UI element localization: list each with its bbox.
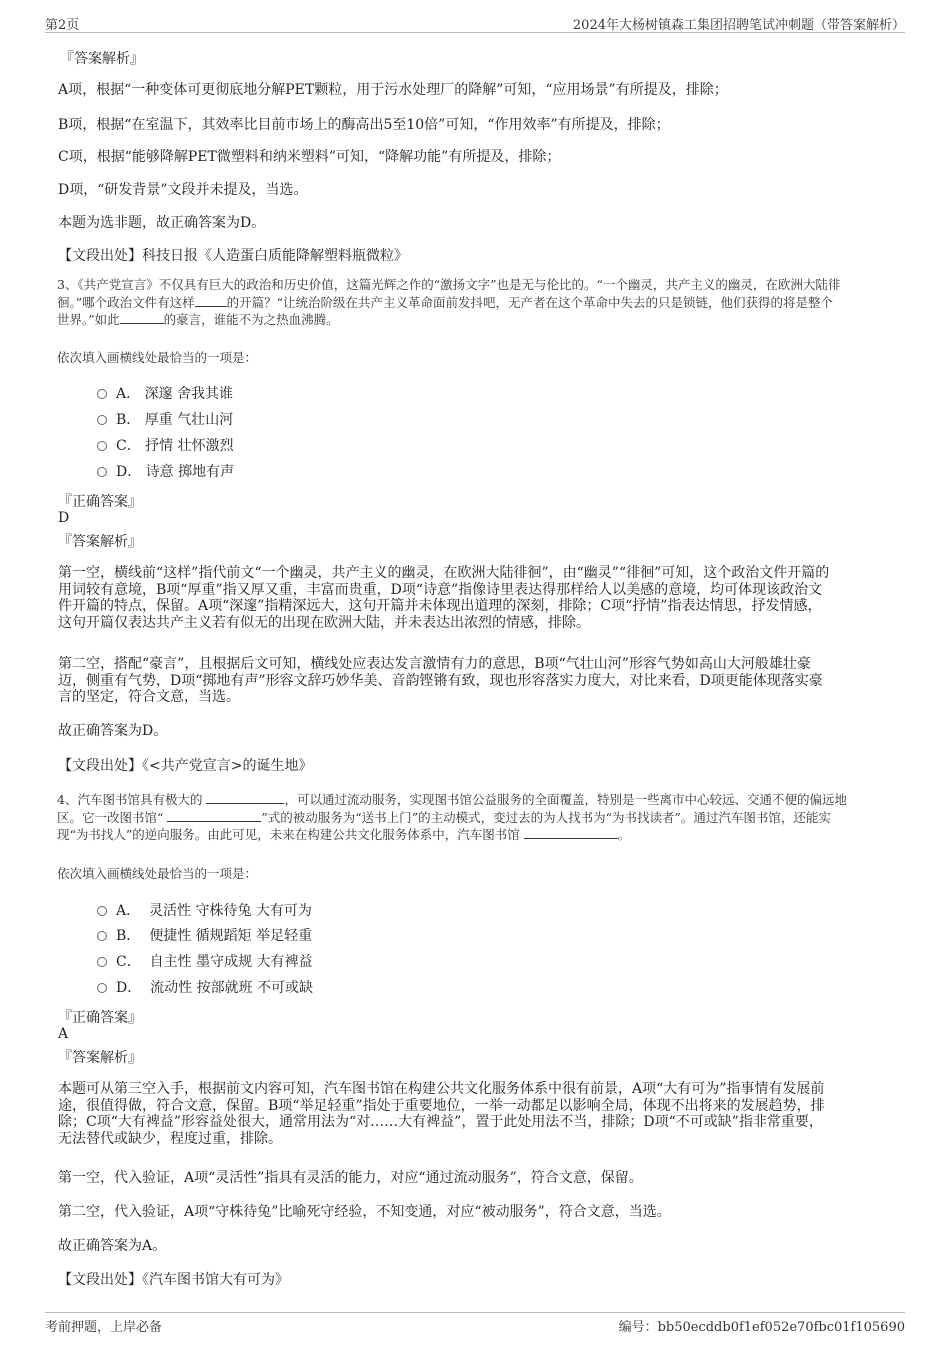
q3-analysis-label: 『答案解析』 [58,534,142,550]
q3-correct-answer: D [58,510,70,526]
page-number: 第2页 [45,18,80,33]
radio-icon[interactable] [97,931,107,941]
q4-analysis-paragraph-2: 第一空，代入验证，A项“灵活性”指具有灵活的能力，对应“通过流动服务”，符合文意，保留。 [58,1170,643,1186]
q4-conclusion: 故正确答案为A。 [58,1238,167,1254]
q2-conclusion: 本题为选非题，故正确答案为D。 [58,215,266,231]
radio-icon[interactable] [97,983,107,993]
q3-analysis-paragraph-2: 第二空，搭配“豪言”，且根据后文可知，横线处应表达发言激情有力的意思，B项“气壮山河”形容气势如高山大河般雄壮豪 迈，侧重有气势，D项“掷地有声”形容文辞巧妙华美、音韵铿锵有致，现也形容落实力度大，对比来看，D项更能体现落实豪 言的坚定，符合文意，当选。 [58,656,823,705]
page-footer [45,1312,905,1337]
radio-icon[interactable] [97,389,107,399]
q3-option-c[interactable]: C． 抒情 壮怀激烈 [97,436,234,456]
q4-correct-answer: A [58,1026,69,1042]
radio-icon[interactable] [97,441,107,451]
q3-correct-label: 『正确答案』 [58,494,142,510]
q4-option-d[interactable]: D． 流动性 按部就班 不可或缺 [97,978,313,998]
q4-option-a[interactable]: A． 灵活性 守株待兔 大有可为 [97,901,312,921]
q3-blank-2 [120,311,164,324]
radio-icon[interactable] [97,467,107,477]
q4-analysis-paragraph-3: 第二空，代入验证，A项“守株待兔”比喻死守经验，不知变通，对应“被动服务”，符合文意，当选。 [58,1204,671,1220]
q4-analysis-paragraph-1: 本题可从第三空入手，根据前文内容可知，汽车图书馆在构建公共文化服务体系中很有前景，A项“大有可为”指事情有发展前 途，很值得做，符合文意，保留。B项“举足轻重”指处于重要地位，一举一动都足以影响全局，体现不出将来的发展趋势，排 除；C项“大有裨益”形容益处很大，通常用法为“对……大有裨益”，置于此处用法不当，排除；D项“不可或缺”指非常重要， 无法替代或缺少，程度过重，排除。 [58,1081,825,1147]
q4-instruction: 依次填入画横线处最恰当的一项是： [57,866,258,881]
q3-source: 【文段出处】《<共产党宣言>的诞生地》 [58,758,313,774]
q4-blank-1 [206,791,284,804]
q2-analysis-line-a: A项，根据“一种变体可更彻底地分解PET颗粒，用于污水处理厂的降解”可知，“应用场景”有所提及，排除； [58,82,728,98]
q3-analysis-paragraph-1: 第一空，横线前“这样”指代前文“一个幽灵，共产主义的幽灵，在欧洲大陆徘徊”，由“幽灵”“徘徊”可知，这个政治文件开篇的 用词较有意境，B项“厚重”指又厚又重，丰富而贵重，D项“诗意”指像诗里表达得那样给人以美感的意境，均可体现该政治文 件开篇的特点，保留。A项“深邃”指精深远大，这句开篇并未体现出道理的深刻，排除；C项“抒情”指表达情思，抒发情感， 这句开篇仅表达共产主义若有似无的出现在欧洲大陆，并未表达出浓烈的情感，排除。 [58,565,830,631]
q2-analysis-label: 『答案解析』 [60,51,144,67]
q2-analysis-line-c: C项，根据“能够降解PET微塑料和纳米塑料”可知，“降解功能”有所提及，排除； [58,149,561,165]
page-header [45,10,905,33]
q4-blank-2 [167,809,261,822]
q3-blank-1 [195,294,227,307]
q4-analysis-label: 『答案解析』 [58,1050,142,1066]
q4-source: 【文段出处】《汽车图书馆大有可为》 [58,1272,289,1288]
radio-icon[interactable] [97,957,107,967]
q4-stem: 4、汽车图书馆具有极大的 ，可以通过流动服务，实现图书馆公益服务的全面覆盖，特别是一些离市中心较远、交通不便的偏远地 区。它一改图书馆“ ”式的被动服务为“送书上门”的主动模式，变过去的为人找书为“为书找读者”。通过汽车图书馆，还能实 现“为书找人”的逆向服务。由此可见，未来在构建公共文化服务体系中，汽车图书馆 。 [57,792,847,842]
radio-icon[interactable] [97,906,107,916]
q3-option-a[interactable]: A． 深邃 舍我其谁 [97,384,233,404]
q3-conclusion: 故正确答案为D。 [58,723,168,739]
q2-analysis-line-b: B项，根据“在室温下，其效率比目前市场上的酶高出5至10倍”可知，“作用效率”有所提及，排除； [58,117,670,133]
q4-blank-3 [524,826,618,839]
document-title: 2024年大杨树镇森工集团招聘笔试冲刺题（带答案解析） [572,18,905,33]
q4-option-b[interactable]: B． 便捷性 循规蹈矩 举足轻重 [97,926,312,946]
document-serial: 编号：bb50ecddb0f1ef052e70fbc01f105690 [618,1320,905,1335]
q4-correct-label: 『正确答案』 [58,1010,142,1026]
q2-analysis-line-d: D项，“研发背景”文段并未提及，当选。 [58,182,308,198]
q3-stem: 3、《共产党宣言》不仅具有巨大的政治和历史价值，这篇光辉之作的“激扬文字”也是无与伦比的。“一个幽灵，共产主义的幽灵，在欧洲大陆徘 徊。”哪个政治文件有这样 的开篇？“让统治阶级在共产主义革命面前发抖吧，无产者在这个革命中失去的只是锁链，他们获得的将是整个 世界。”如此 的豪言，谁能不为之热血沸腾。 [57,277,841,327]
radio-icon[interactable] [97,415,107,425]
q4-option-c[interactable]: C． 自主性 墨守成规 大有裨益 [97,952,313,972]
q3-instruction: 依次填入画横线处最恰当的一项是： [57,350,258,365]
q3-option-b[interactable]: B． 厚重 气壮山河 [97,410,233,430]
q3-option-d[interactable]: D． 诗意 掷地有声 [97,462,234,482]
footer-slogan: 考前押题，上岸必备 [45,1320,163,1335]
q2-source: 【文段出处】科技日报《人造蛋白质能降解塑料瓶微粒》 [58,248,408,264]
